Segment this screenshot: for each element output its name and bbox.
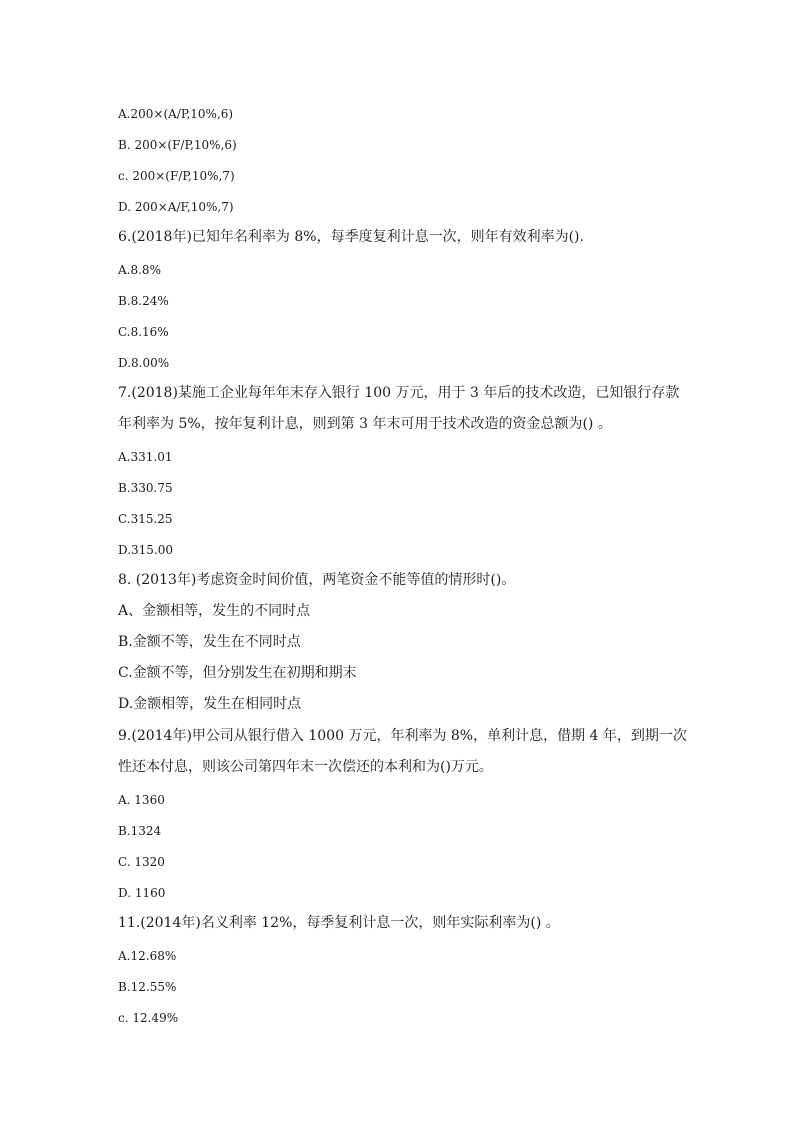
question-8: 8. (2013年)考虑资金时间价值，两笔资金不能等值的情形时()。 <box>118 572 516 588</box>
option-c-q8: C.金额不等，但分别发生在初期和期末 <box>118 665 357 681</box>
option-d-q7: D.315.00 <box>118 543 173 557</box>
question-11: 11.(2014年)名义利率 12%，每季复利计息一次，则年实际利率为() 。 <box>118 915 560 931</box>
option-b-q7: B.330.75 <box>118 481 173 495</box>
option-c-q11: c. 12.49% <box>118 1011 179 1025</box>
question-6: 6.(2018年)已知年名利率为 8%，每季度复利计息一次，则年有效利率为(). <box>118 229 584 245</box>
option-a-q8: A、金额相等，发生的不同时点 <box>118 603 311 619</box>
question-7-line-2: 年利率为 5%，按年复利计息，则到第 3 年末可用于技术改造的资金总额为() 。 <box>118 416 612 432</box>
option-c-q5: c. 200×(F/P,10%,7) <box>118 169 235 183</box>
option-a-q5: A.200×(A/P,10%,6) <box>118 107 234 121</box>
option-b-q9: B.1324 <box>118 824 162 838</box>
option-c-q9: C. 1320 <box>118 855 165 869</box>
option-c-q7: C.315.25 <box>118 512 173 526</box>
option-d-q9: D. 1160 <box>118 886 166 900</box>
option-b-q6: B.8.24% <box>118 294 169 308</box>
option-a-q7: A.331.01 <box>118 450 173 464</box>
option-d-q5: D. 200×A/F,10%,7) <box>118 200 234 214</box>
option-d-q6: D.8.00% <box>118 356 170 370</box>
question-9-line-2: 性还本付息，则该公司第四年末一次偿还的本利和为()万元。 <box>118 759 493 775</box>
option-d-q8: D.金额相等，发生在相同时点 <box>118 696 302 712</box>
option-a-q9: A. 1360 <box>118 793 165 807</box>
question-7-line-1: 7.(2018)某施工企业每年年末存入银行 100 万元，用于 3 年后的技术改造，已知银行存款 <box>118 385 680 401</box>
question-9-line-1: 9.(2014年)甲公司从银行借入 1000 万元，年利率为 8%，单利计息，借期 4 年，到期一次 <box>118 728 687 744</box>
option-b-q8: B.金额不等，发生在不同时点 <box>118 634 301 650</box>
option-a-q6: A.8.8% <box>118 263 161 277</box>
option-b-q5: B. 200×(F/P,10%,6) <box>118 138 237 152</box>
option-c-q6: C.8.16% <box>118 325 169 339</box>
option-a-q11: A.12.68% <box>118 949 177 963</box>
option-b-q11: B.12.55% <box>118 980 177 994</box>
